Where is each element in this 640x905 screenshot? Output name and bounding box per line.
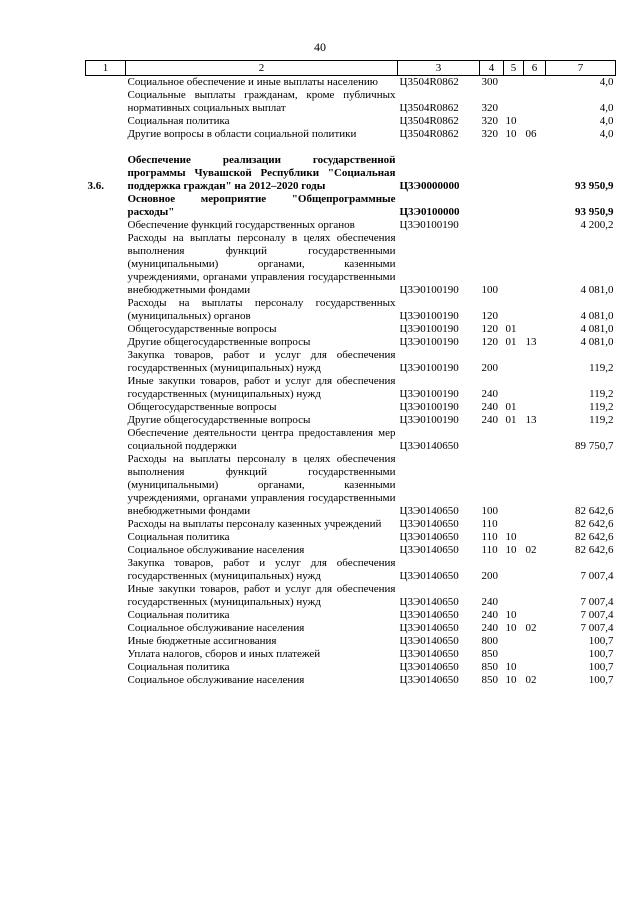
expense-name: Другие вопросы в области социальной политики [127, 128, 357, 140]
table-row [86, 89, 616, 115]
expense-name: Другие общегосударственные вопросы [127, 336, 311, 348]
table-row [86, 583, 616, 609]
section-code: 01 [505, 401, 517, 413]
subsection-code [524, 349, 546, 375]
subsection-code: 06 [525, 128, 537, 140]
table-row [86, 674, 616, 687]
section-code: 01 [505, 323, 517, 335]
amount: 4,0 [599, 115, 614, 127]
target-code: Ц3Э0100190 [399, 388, 459, 400]
row-number [86, 297, 126, 323]
expense-type-code: 240 [481, 388, 498, 400]
row-number [86, 427, 126, 453]
expense-type-code: 120 [481, 336, 498, 348]
section-code: 10 [505, 531, 517, 543]
spacer-row [86, 141, 616, 154]
target-code: Ц3Э0140650 [399, 531, 459, 543]
expense-name: Социальная политика [127, 115, 230, 127]
section-code [504, 297, 524, 323]
table-row [86, 622, 616, 635]
amount: 4,0 [599, 128, 614, 140]
row-number [86, 232, 126, 297]
row-number [86, 635, 126, 648]
expense-name: Расходы на выплаты персоналу государственных (муниципальных) органов [127, 297, 396, 322]
expense-name: Иные закупки товаров, работ и услуг для обеспечения государственных (муниципальных) нужд [127, 375, 396, 400]
subsection-code [524, 76, 546, 90]
expense-type-code [480, 193, 504, 219]
section-code [504, 648, 524, 661]
section-code [504, 349, 524, 375]
subsection-code [524, 193, 546, 219]
target-code: Ц3Э0140650 [399, 440, 459, 452]
subsection-code [524, 219, 546, 232]
target-code: Ц3Э0140650 [399, 609, 459, 621]
expense-name: Иные закупки товаров, работ и услуг для обеспечения государственных (муниципальных) нужд [127, 583, 396, 608]
amount: 82 642,6 [575, 544, 614, 556]
header-cell: 7 [546, 61, 616, 76]
target-code: Ц3Э0140650 [399, 505, 459, 517]
expense-type-code: 240 [481, 414, 498, 426]
amount: 7 007,4 [580, 622, 614, 634]
row-number [86, 622, 126, 635]
expense-name: Расходы на выплаты персоналу казенных учреждений [127, 518, 382, 530]
amount: 119,2 [589, 401, 614, 413]
section-code: 10 [505, 609, 517, 621]
section-code [504, 232, 524, 297]
target-code: Ц3Э0140650 [399, 570, 459, 582]
target-code: Ц3Э0100000 [399, 206, 460, 218]
section-code [504, 583, 524, 609]
amount: 119,2 [589, 362, 614, 374]
expense-name: Социальная политика [127, 609, 230, 621]
amount: 4 200,2 [580, 219, 614, 231]
header-cell: 2 [126, 61, 398, 76]
expense-type-code [480, 154, 504, 193]
expense-type-code: 320 [481, 102, 498, 114]
amount: 82 642,6 [575, 531, 614, 543]
row-number [86, 518, 126, 531]
header-cell: 3 [398, 61, 480, 76]
header-cell: 4 [480, 61, 504, 76]
amount: 100,7 [588, 648, 614, 660]
target-code: Ц3504R0862 [399, 76, 459, 88]
expense-type-code: 100 [481, 505, 498, 517]
table-row [86, 635, 616, 648]
expense-name: Социальная политика [127, 661, 230, 673]
target-code: Ц3Э0000000 [399, 180, 460, 192]
amount: 119,2 [589, 388, 614, 400]
expense-type-code: 320 [481, 115, 498, 127]
section-code [504, 518, 524, 531]
expense-type-code: 240 [481, 401, 498, 413]
expense-type-code: 110 [481, 518, 498, 530]
expense-name: Другие общегосударственные вопросы [127, 414, 311, 426]
table-row [86, 128, 616, 141]
section-code: 10 [505, 128, 517, 140]
subsection-code: 02 [525, 622, 537, 634]
section-code [504, 635, 524, 648]
target-code: Ц3504R0862 [399, 115, 459, 127]
expense-type-code: 300 [481, 76, 498, 88]
subsection-code [524, 375, 546, 401]
section-code: 10 [505, 115, 517, 127]
expense-type-code: 850 [481, 648, 498, 660]
target-code: Ц3Э0140650 [399, 635, 459, 647]
expense-type-code: 110 [481, 531, 498, 543]
subsection-code [524, 518, 546, 531]
section-code [504, 453, 524, 518]
target-code: Ц3Э0100190 [399, 401, 459, 413]
expense-name: Основное мероприятие "Общепрограммные расходы" [127, 193, 396, 218]
row-number: 3.6. [87, 180, 104, 192]
expense-name: Социальная политика [127, 531, 230, 543]
amount: 4 081,0 [580, 284, 614, 296]
subsection-code [524, 635, 546, 648]
amount: 100,7 [588, 661, 614, 673]
table-row [86, 531, 616, 544]
target-code: Ц3Э0140650 [399, 674, 459, 686]
expense-name: Обеспечение деятельности центра предоставления мер социальной поддержки [127, 427, 396, 452]
amount: 100,7 [588, 635, 614, 647]
row-number [86, 375, 126, 401]
expense-type-code: 240 [481, 622, 498, 634]
section-code: 10 [505, 661, 517, 673]
amount: 4 081,0 [580, 310, 614, 322]
row-number [86, 648, 126, 661]
target-code: Ц3Э0140650 [399, 518, 459, 530]
expense-type-code [480, 427, 504, 453]
table-row [86, 349, 616, 375]
table-row [86, 401, 616, 414]
section-code [504, 193, 524, 219]
section-code: 01 [505, 336, 517, 348]
subsection-code: 13 [525, 336, 537, 348]
subsection-code [524, 609, 546, 622]
subsection-code [524, 297, 546, 323]
row-number [86, 336, 126, 349]
expense-name: Расходы на выплаты персоналу в целях обеспечения выполнения функций государственными (муниципальными) органами, казенными учреждениями, органами управления государственными внебюджетными фондами [127, 232, 396, 296]
row-number [86, 557, 126, 583]
expense-name: Уплата налогов, сборов и иных платежей [127, 648, 321, 660]
budget-table [85, 60, 616, 687]
table-row [86, 648, 616, 661]
row-number [86, 128, 126, 141]
target-code: Ц3Э0100190 [399, 310, 459, 322]
subsection-code: 13 [525, 414, 537, 426]
section-code: 01 [505, 414, 517, 426]
subsection-code [524, 453, 546, 518]
table-body [86, 76, 616, 688]
row-number [86, 583, 126, 609]
target-code: Ц3Э0100190 [399, 284, 459, 296]
expense-type-code: 100 [481, 284, 498, 296]
expense-type-code: 850 [481, 661, 498, 673]
expense-type-code: 320 [481, 128, 498, 140]
expense-type-code: 240 [481, 596, 498, 608]
row-number [86, 661, 126, 674]
target-code: Ц3504R0862 [399, 102, 459, 114]
row-number [86, 609, 126, 622]
row-number [86, 323, 126, 336]
subsection-code [524, 583, 546, 609]
table-row [86, 609, 616, 622]
row-number [86, 531, 126, 544]
subsection-code [524, 89, 546, 115]
expense-name: Закупка товаров, работ и услуг для обеспечения государственных (муниципальных) нужд [127, 557, 396, 582]
expense-name: Общегосударственные вопросы [127, 323, 277, 335]
section-code: 10 [505, 622, 517, 634]
section-code [504, 375, 524, 401]
row-number [86, 76, 126, 90]
amount: 4 081,0 [580, 336, 614, 348]
table-row [86, 297, 616, 323]
amount: 82 642,6 [575, 505, 614, 517]
expense-type-code: 110 [481, 544, 498, 556]
section-code [504, 154, 524, 193]
expense-type-code: 240 [481, 609, 498, 621]
subsection-code [524, 232, 546, 297]
amount: 93 950,9 [575, 206, 614, 218]
expense-type-code: 800 [481, 635, 498, 647]
table-header-row [86, 61, 616, 76]
target-code: Ц3Э0100190 [399, 362, 459, 374]
amount: 4,0 [599, 102, 614, 114]
amount: 89 750,7 [575, 440, 614, 452]
section-code [504, 76, 524, 90]
amount: 7 007,4 [580, 609, 614, 621]
target-code: Ц3Э0100190 [399, 414, 459, 426]
table-row [86, 193, 616, 219]
row-number [86, 414, 126, 427]
subsection-code: 02 [525, 544, 537, 556]
expense-name: Общегосударственные вопросы [127, 401, 277, 413]
table-row [86, 518, 616, 531]
table-row [86, 414, 616, 427]
table-row [86, 453, 616, 518]
subsection-code [524, 648, 546, 661]
target-code: Ц3Э0140650 [399, 661, 459, 673]
amount: 100,7 [588, 674, 614, 686]
table-row [86, 336, 616, 349]
section-code [504, 427, 524, 453]
section-code: 10 [505, 544, 517, 556]
target-code: Ц3Э0100190 [399, 323, 459, 335]
table-row [86, 323, 616, 336]
row-number [86, 674, 126, 687]
header-cell: 6 [524, 61, 546, 76]
expense-name: Социальные выплаты гражданам, кроме публичных нормативных социальных выплат [127, 89, 396, 114]
amount: 4,0 [599, 76, 614, 88]
section-code: 10 [505, 674, 517, 686]
expense-name: Социальное обеспечение и иные выплаты населению [127, 76, 379, 88]
row-number [86, 193, 126, 219]
row-number [86, 401, 126, 414]
expense-name: Социальное обслуживание населения [127, 674, 305, 686]
expense-name: Расходы на выплаты персоналу в целях обеспечения выполнения функций государственными (муниципальными) органами, казенными учреждениями, органами управления государственными внебюджетными фондами [127, 453, 396, 517]
subsection-code: 02 [525, 674, 537, 686]
header-cell: 5 [504, 61, 524, 76]
subsection-code [524, 115, 546, 128]
row-number [86, 89, 126, 115]
expense-name: Иные бюджетные ассигнования [127, 635, 277, 647]
table-row [86, 115, 616, 128]
expense-type-code: 120 [481, 310, 498, 322]
table-row [86, 219, 616, 232]
table-row [86, 427, 616, 453]
subsection-code [524, 323, 546, 336]
section-code [504, 89, 524, 115]
header-cell: 1 [86, 61, 126, 76]
table-row [86, 661, 616, 674]
target-code: Ц3Э0100190 [399, 336, 459, 348]
expense-name: Обеспечение функций государственных органов [127, 219, 355, 231]
amount: 7 007,4 [580, 570, 614, 582]
target-code: Ц3504R0862 [399, 128, 459, 140]
subsection-code [524, 427, 546, 453]
row-number [86, 219, 126, 232]
target-code: Ц3Э0140650 [399, 648, 459, 660]
table-row [86, 154, 616, 193]
subsection-code [524, 661, 546, 674]
row-number [86, 544, 126, 557]
amount: 93 950,9 [575, 180, 614, 192]
target-code: Ц3Э0100190 [399, 219, 459, 231]
amount: 119,2 [589, 414, 614, 426]
expense-type-code: 120 [481, 323, 498, 335]
table-row [86, 544, 616, 557]
expense-type-code [480, 219, 504, 232]
page-number: 40 [314, 40, 326, 54]
target-code: Ц3Э0140650 [399, 622, 459, 634]
amount: 4 081,0 [580, 323, 614, 335]
row-number [86, 115, 126, 128]
table-row [86, 76, 616, 90]
target-code: Ц3Э0140650 [399, 544, 459, 556]
expense-name: Социальное обслуживание населения [127, 544, 305, 556]
row-number [86, 453, 126, 518]
subsection-code [524, 154, 546, 193]
expense-type-code: 200 [481, 570, 498, 582]
target-code: Ц3Э0140650 [399, 596, 459, 608]
amount: 82 642,6 [575, 518, 614, 530]
expense-name: Обеспечение реализации государственной программы Чувашской Республики "Социальная поддержка граждан" на 2012–2020 годы [127, 154, 396, 192]
subsection-code [524, 557, 546, 583]
table-row [86, 375, 616, 401]
amount: 7 007,4 [580, 596, 614, 608]
expense-type-code: 200 [481, 362, 498, 374]
expense-name: Закупка товаров, работ и услуг для обеспечения государственных (муниципальных) нужд [127, 349, 396, 374]
table-row [86, 232, 616, 297]
subsection-code [524, 401, 546, 414]
section-code [504, 219, 524, 232]
section-code [504, 557, 524, 583]
subsection-code [524, 531, 546, 544]
row-number [86, 349, 126, 375]
table-row [86, 557, 616, 583]
expense-type-code: 850 [481, 674, 498, 686]
expense-name: Социальное обслуживание населения [127, 622, 305, 634]
